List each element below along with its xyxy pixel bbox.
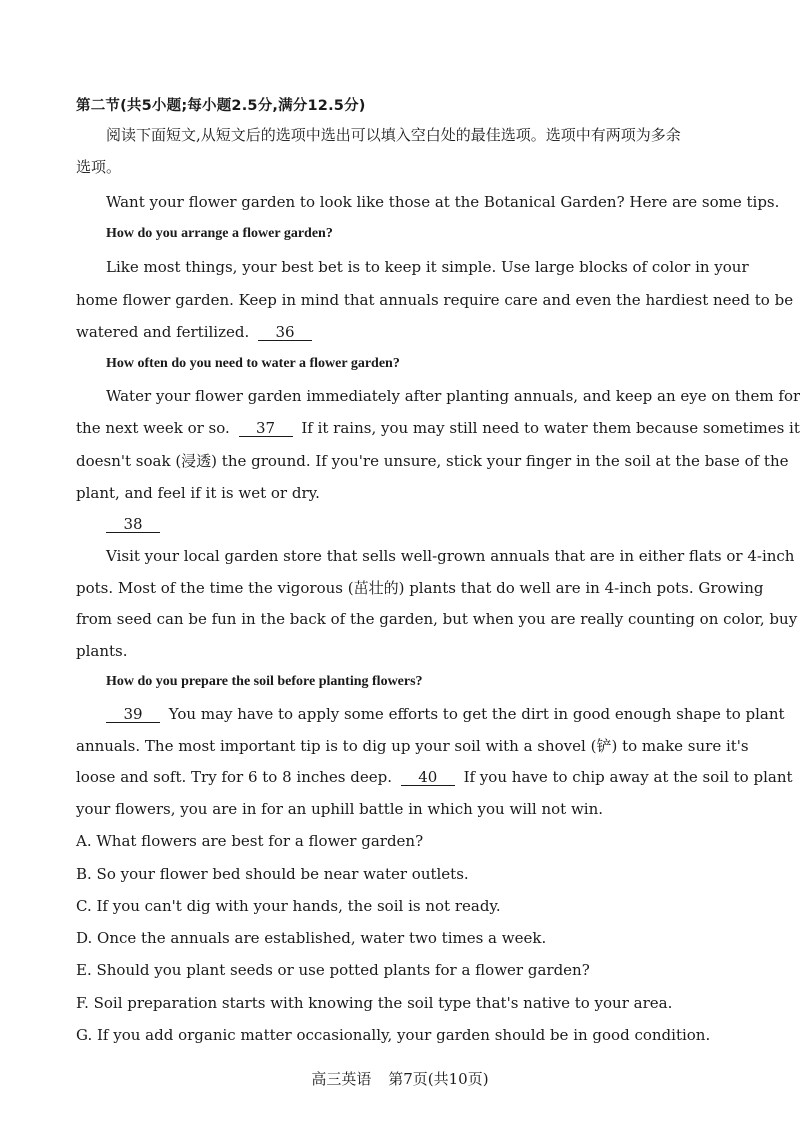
heading-soil: How do you prepare the soil before planting flowers? xyxy=(106,674,423,689)
option-c: C. If you can't dig with your hands, the soil is not ready. xyxy=(76,897,501,915)
p3-line-2: pots. Most of the time the vigorous (茁壮的) plants that do well are in 4-inch pots. Growing xyxy=(76,579,764,597)
p2-line-2-text-a: the next week or so. xyxy=(76,419,230,437)
blank-37: 37 xyxy=(239,420,293,437)
option-f: F. Soil preparation starts with knowing the soil type that's native to your area. xyxy=(76,994,673,1012)
option-d: D. Once the annuals are established, water two times a week. xyxy=(76,929,547,947)
blank-36: 36 xyxy=(258,324,312,341)
p4-line-1 xyxy=(106,704,785,724)
option-b: B. So your flower bed should be near water outlets. xyxy=(76,865,469,883)
p2-line-1: Water your flower garden immediately after planting annuals, and keep an eye on them for xyxy=(106,387,800,405)
p2-line-2-text-b: If it rains, you may still need to water them because sometimes it xyxy=(301,419,800,437)
footer-page-number: 第7页(共10页) xyxy=(388,1070,489,1088)
p1-line-1: Like most things, your best bet is to keep it simple. Use large blocks of color in your xyxy=(106,258,749,276)
blank-38: 38 xyxy=(106,516,160,533)
blank-39: 39 xyxy=(106,706,160,723)
blank-40: 40 xyxy=(401,769,455,786)
p4-line-3 xyxy=(76,767,793,787)
p1-line-2: home flower garden. Keep in mind that annuals require care and even the hardiest need to be xyxy=(76,291,794,309)
heading-arrange: How do you arrange a flower garden? xyxy=(106,226,333,241)
p4-line-3-text-a: loose and soft. Try for 6 to 8 inches deep. xyxy=(76,768,392,786)
blank-38-line xyxy=(106,514,164,534)
p4-line-1-text: You may have to apply some efforts to get the dirt in good enough shape to plant xyxy=(168,705,785,723)
p4-line-4: your flowers, you are in for an uphill battle in which you will not win. xyxy=(76,800,604,818)
p2-line-4: plant, and feel if it is wet or dry. xyxy=(76,484,320,502)
page-footer xyxy=(0,1068,800,1089)
section-title: 第二节(共5小题;每小题2.5分,满分12.5分) xyxy=(76,98,366,114)
p4-line-3-text-b: If you have to chip away at the soil to plant xyxy=(463,768,793,786)
p3-line-3: from seed can be fun in the back of the garden, but when you are really counting on color, buy xyxy=(76,610,798,628)
option-a: A. What flowers are best for a flower garden? xyxy=(76,832,424,850)
option-g: G. If you add organic matter occasionally, your garden should be in good condition. xyxy=(76,1026,711,1044)
p1-line-3-text: watered and fertilized. xyxy=(76,323,250,341)
p4-line-2: annuals. The most important tip is to dig up your soil with a shovel (铲) to make sure it's xyxy=(76,737,749,755)
option-e: E. Should you plant seeds or use potted plants for a flower garden? xyxy=(76,961,590,979)
p3-line-4: plants. xyxy=(76,642,128,660)
instruction-line-1: 阅读下面短文,从短文后的选项中选出可以填入空白处的最佳选项。选项中有两项为多余 xyxy=(106,126,681,144)
p2-line-3: doesn't soak (浸透) the ground. If you're unsure, stick your finger in the soil at the base of the xyxy=(76,452,789,470)
p3-line-1: Visit your local garden store that sells well-grown annuals that are in either flats or 4-inch xyxy=(106,547,795,565)
instruction-line-2: 选项。 xyxy=(76,158,122,176)
p1-line-3 xyxy=(76,322,316,342)
footer-subject: 高三英语 xyxy=(311,1070,372,1088)
heading-water: How often do you need to water a flower garden? xyxy=(106,356,400,371)
passage-intro: Want your flower garden to look like those at the Botanical Garden? Here are some tips. xyxy=(106,193,780,211)
p2-line-2 xyxy=(76,418,800,438)
